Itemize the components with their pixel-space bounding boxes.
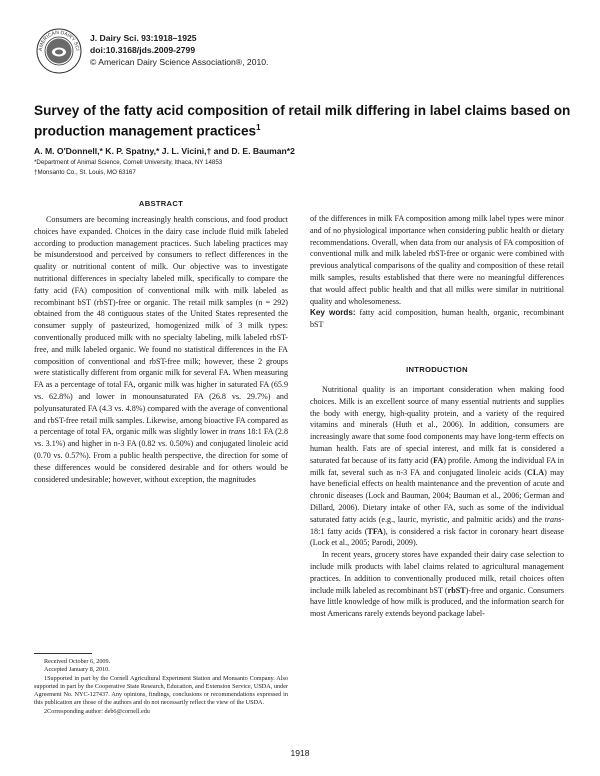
- ads-seal-logo: [36, 28, 82, 74]
- copyright: © American Dairy Science Association®, 2010.: [90, 57, 269, 67]
- journal-header: [90, 32, 268, 68]
- title-text: Survey of the fatty acid composition of retail milk differing in label claims based on production management practices: [34, 103, 571, 139]
- affiliations: [34, 158, 222, 177]
- journal-ref: J. Dairy Sci. 93:1918–1925: [90, 33, 197, 43]
- accepted-date: Accepted January 8, 2010.: [44, 666, 110, 674]
- intro-paragraph-2: In recent years, grocery stores have expanded their dairy case selection to include milk products with label claims related to agricultural management practices. In addition to conventionally produced milk, retail choices often include milk labeled as recombinant bST (rbST)-free and organic. Consumers have little knowledge of how milk is produced, and the information search for most Americans rarely extends beyond package label-: [310, 550, 564, 619]
- abstract-heading: ABSTRACT: [138, 199, 184, 208]
- right-column: [310, 213, 564, 331]
- svg-text:AMERICAN DAIRY SCIENCE: AMERICAN DAIRY SCI: [37, 29, 81, 52]
- keywords-list: fatty acid composition, human health, organic, recombinant bST: [310, 308, 564, 330]
- footnote-1: 1Supported in part by the Cornell Agricultural Experiment Station and Monsanto Company. Also supported in part by the Cooperative State Research, Education, and Extension Service, USDA, under Agreement No. NYC-127437. Any opinions, findings, conclusions or recommendations expressed in this publication are those of the authors and do not necessarily reflect the view of the USDA.: [34, 674, 288, 707]
- footnote-2: 2Corresponding author: deb6@cornell.edu: [44, 707, 150, 715]
- article-title: [34, 102, 574, 140]
- affiliation-2: †Monsanto Co., St. Louis, MO 63167: [34, 168, 136, 176]
- authors: A. M. O'Donnell,* K. P. Spatny,* J. L. Vicini,† and D. E. Bauman*2: [34, 146, 295, 156]
- page-number: 1918: [290, 748, 310, 758]
- footnote-rule: [34, 653, 92, 654]
- abstract-text-right: of the differences in milk FA composition among milk label types were minor and of no physiological importance when considering public health or dietary recommendations. Overall, when data from our analysis of FA composition of conventional milk and milk labeled rbST-free or organic were combined with previous analytical comparisons of the quality and composition of these retail milk samples, results established that there were no meaningful differences that would affect public health and that all milks were similar in nutritional quality and wholesomeness.: [310, 214, 564, 306]
- introduction-body: [310, 384, 564, 620]
- introduction-heading: INTRODUCTION: [406, 365, 468, 374]
- keywords: [310, 307, 564, 331]
- footnotes: [34, 658, 288, 716]
- keywords-label: Key words:: [310, 308, 356, 318]
- abstract-text-left: Consumers are becoming increasingly health conscious, and food product choices have expanded. Choices in the dairy case include fluid milk labeled according to production management practices. Such labeling practices may be misunderstood and perceived by consumers to reflect differences in the quality or nutritional content of milk. Our objective was to investigate nutritional differences in specialty labeled milk, specifically to compare the fatty acid (FA) composition of conventional milk with milk labeled as recombinant bST (rbST)-free or organic. The retail milk samples (n = 292) obtained from the 48 contiguous states of the United States represented the consumer supply of pasteurized, homogenized milk of 3 milk types: conventionally produced milk with no specialty labeling, milk labeled rbST-free, and milk labeled organic. We found no statistical differences in the FA composition of conventional and rbST-free milk; however, these 2 groups were statistically different from organic milk for several FA. When measuring FA as a percentage of total FA, organic milk was higher in saturated FA (65.9 vs. 62.8%) and lower in monounsaturated FA (26.8 vs. 29.7%) and polyunsaturated FA (4.3 vs. 4.8%) compared with the average of conventional and rbST-free retail milk samples. Likewise, among bioactive FA compared as a percentage of total FA, organic milk was slightly lower in trans 18:1 FA (2.8 vs. 3.1%) and higher in n-3 FA (0.82 vs. 0.50%) and conjugated linoleic acid (0.70 vs. 0.57%). From a public health perspective, the direction for some of these differences would be considered desirable and for others would be considered undesirable; however, without exception, the magnitudes: [34, 215, 288, 484]
- abstract-body: [34, 214, 288, 485]
- affiliation-1: *Department of Animal Science, Cornell University, Ithaca, NY 14853: [34, 159, 223, 166]
- title-footnote-mark: 1: [256, 123, 261, 132]
- doi: doi:10.3168/jds.2009-2799: [90, 45, 196, 55]
- intro-paragraph-1: Nutritional quality is an important consideration when making food choices. Milk is an excellent source of many essential nutrients and supplies the body with energy, high-quality protein, and a variety of the required vitamins and minerals (Huth et al., 2006). In addition, consumers are increasingly aware that some food components may have long-term effects on human health. Fats are of special interest, and milk fat is considered a saturated fat because of its fatty acid (FA) profile. Among the individual FA in milk fat, several such as n-3 FA and conjugated linoleic acids (CLA) may have beneficial effects on health maintenance and the prevention of acute and chronic diseases (Lock and Bauman, 2004; Bauman et al., 2006; German and Dillard, 2006). Dietary intake of other FA, such as some of the individual saturated fatty acids (e.g., lauric, myristic, and palmitic acids) and the trans-18:1 fatty acids (TFA), is considered a risk factor in coronary heart disease (Lock et al., 2005; Parodi, 2009).: [310, 385, 564, 548]
- received-date: Received October 6, 2009.: [44, 658, 111, 665]
